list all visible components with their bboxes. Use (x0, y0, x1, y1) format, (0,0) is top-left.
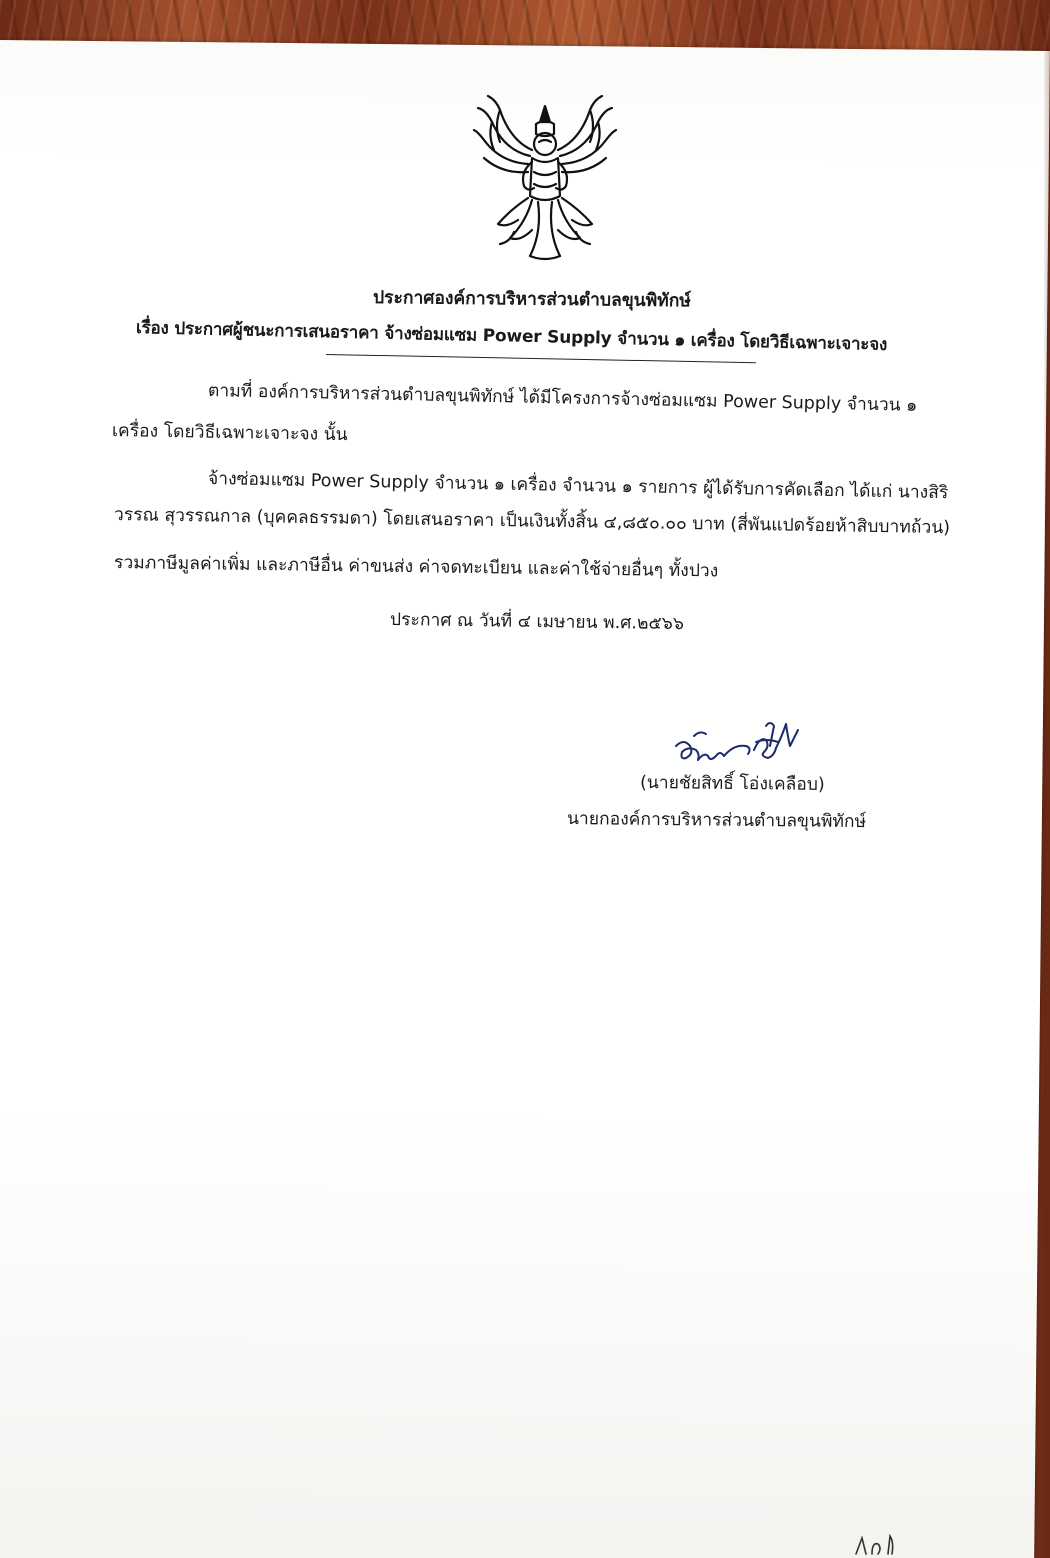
garuda-emblem-icon (470, 92, 620, 264)
signer-name: (นายชัยสิทธิ์ โอ่งเคลือบ) (639, 773, 825, 795)
announcement-subject: เรื่อง ประกาศผู้ชนะการเสนอราคา จ้างซ่อมแซม Power Supply จำนวน ๑ เครื่อง โดยวิธีเฉพาะเจาะจง (135, 318, 888, 356)
paragraph1-line1: ตามที่ องค์การบริหารส่วนตำบลขุนพิทักษ์ ได้มีโครงการจ้างซ่อมแซม Power Supply จำนวน ๑ (207, 381, 918, 416)
announcement-date: ประกาศ ณ วันที่ ๔ เมษายน พ.ศ.๒๕๖๖ (389, 610, 685, 635)
paragraph2-line2: วรรณ สุวรรณกาล (บุคคลธรรมดา) โดยเสนอราคา เป็นเงินทั้งสิ้น ๔,๘๕๐.๐๐ บาท (สี่พันแปดร้อยห้าสิบบาทถ้วน) (113, 505, 951, 539)
corner-handwritten-mark (848, 1532, 908, 1558)
paragraph2-line3: รวมภาษีมูลค่าเพิ่ม และภาษีอื่น ค่าขนส่ง ค่าจดทะเบียน และค่าใช้จ่ายอื่นๆ ทั้งปวง (113, 553, 719, 582)
announcement-title: ประกาศองค์การบริหารส่วนตำบลขุนพิทักษ์ (372, 288, 692, 312)
paragraph2-line1: จ้างซ่อมแซม Power Supply จำนวน ๑ เครื่อง จำนวน ๑ รายการ ผู้ได้รับการคัดเลือก ได้แก่ นางสิริ (207, 469, 949, 504)
paragraph1-line2: เครื่อง โดยวิธีเฉพาะเจาะจง นั้น (111, 421, 348, 446)
title-underline (326, 354, 756, 363)
signer-position: นายกองค์การบริหารส่วนตำบลขุนพิทักษ์ (566, 809, 867, 833)
handwritten-signature (670, 716, 804, 770)
